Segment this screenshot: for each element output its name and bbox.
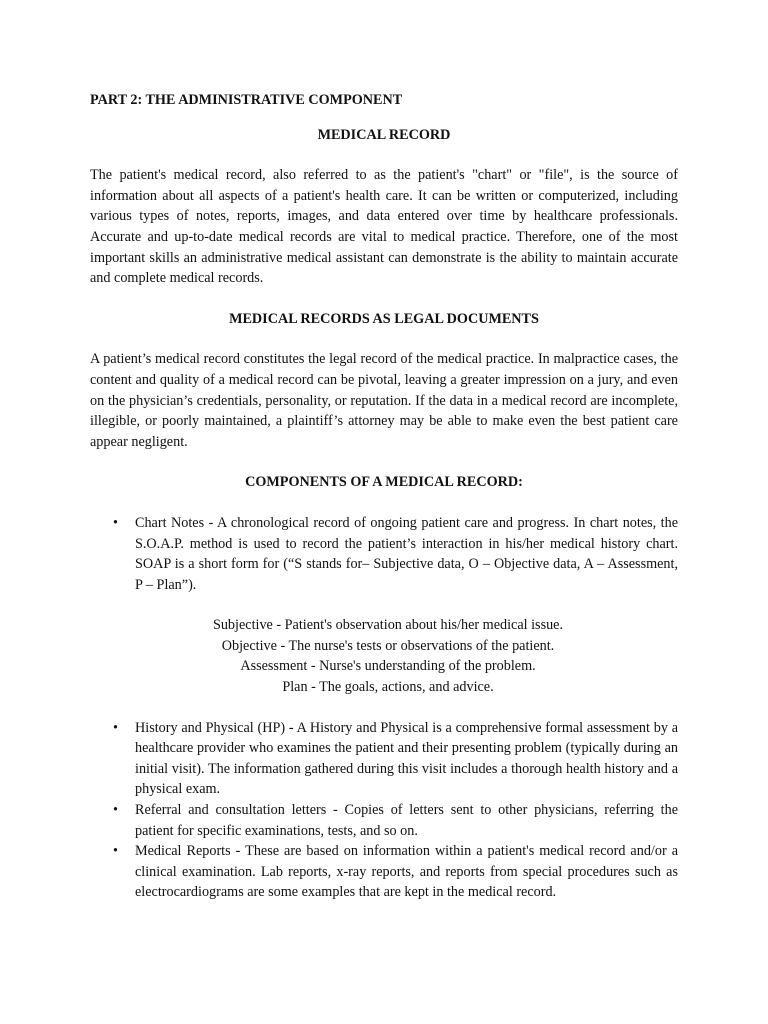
paragraph-medical-record: The patient's medical record, also referred to as the patient's "chart" or "file", is the source of information about all aspects of a patient's health care. It can be written or computerized, including various types of notes, reports, images, and data entered over time by healthcare professionals. Accurate and up-to-date medical records are vital to medical practice. Therefore, one of the most important skills an administrative medical assistant can demonstrate is the ability to maintain accurate and complete medical records.	[90, 167, 678, 287]
components-list-continued	[90, 718, 678, 903]
list-item-text: Chart Notes - A chronological record of ongoing patient care and progress. In chart notes, the S.O.A.P. method is used to record the patient’s interaction in his/her medical history chart. SOAP is a short form for (“S stands for– Subjective data, O – Objective data, A – Assessment, P – Plan”).	[135, 514, 678, 593]
list-item-text: Referral and consultation letters - Copies of letters sent to other physicians, referring the patient for specific examinations, tests, and so on.	[135, 802, 678, 839]
part-heading: PART 2: THE ADMINISTRATIVE COMPONENT	[90, 92, 403, 108]
soap-line-assessment: Assessment - Nurse's understanding of the problem.	[240, 658, 536, 675]
paragraph-legal-documents: A patient’s medical record constitutes the legal record of the medical practice. In malpractice cases, the content and quality of a medical record can be pivotal, leaving a greater impression on a jury, and even on the physician’s credentials, personality, or reputation. If the data in a medical record are incomplete, illegible, or poorly maintained, a plaintiff’s attorney may be able to make even the best patient care appear negligent.	[90, 351, 678, 450]
section-title-legal-documents: MEDICAL RECORDS AS LEGAL DOCUMENTS	[229, 310, 539, 327]
list-item-text: Medical Reports - These are based on information within a patient's medical record and/or a clinical examination. Lab reports, x-ray reports, and reports from special procedures such as electrocardiograms are some examples that are kept in the medical record.	[135, 843, 678, 901]
components-list	[90, 513, 678, 595]
section-title-medical-record: MEDICAL RECORD	[317, 126, 451, 143]
soap-line-plan: Plan - The goals, actions, and advice.	[282, 679, 494, 696]
bullet-icon: •	[113, 802, 118, 819]
list-item-chart-notes	[90, 513, 678, 595]
list-item-medical-reports	[90, 841, 678, 903]
bullet-icon: •	[113, 719, 118, 736]
list-item-text: History and Physical (HP) - A History and Physical is a comprehensive formal assessment by a healthcare provider who examines the patient and their presenting problem (typically during an initial visit). The information gathered during this visit includes a thorough health history and a physical exam.	[135, 719, 678, 798]
bullet-icon: •	[113, 514, 118, 531]
bullet-icon: •	[113, 843, 118, 860]
soap-definitions	[90, 615, 678, 697]
section-title-components: COMPONENTS OF A MEDICAL RECORD:	[245, 474, 523, 491]
list-item-referral-letters	[90, 800, 678, 841]
soap-line-subjective: Subjective - Patient's observation about his/her medical issue.	[212, 617, 564, 634]
soap-line-objective: Objective - The nurse's tests or observations of the patient.	[221, 637, 555, 654]
list-item-history-physical	[90, 718, 678, 800]
